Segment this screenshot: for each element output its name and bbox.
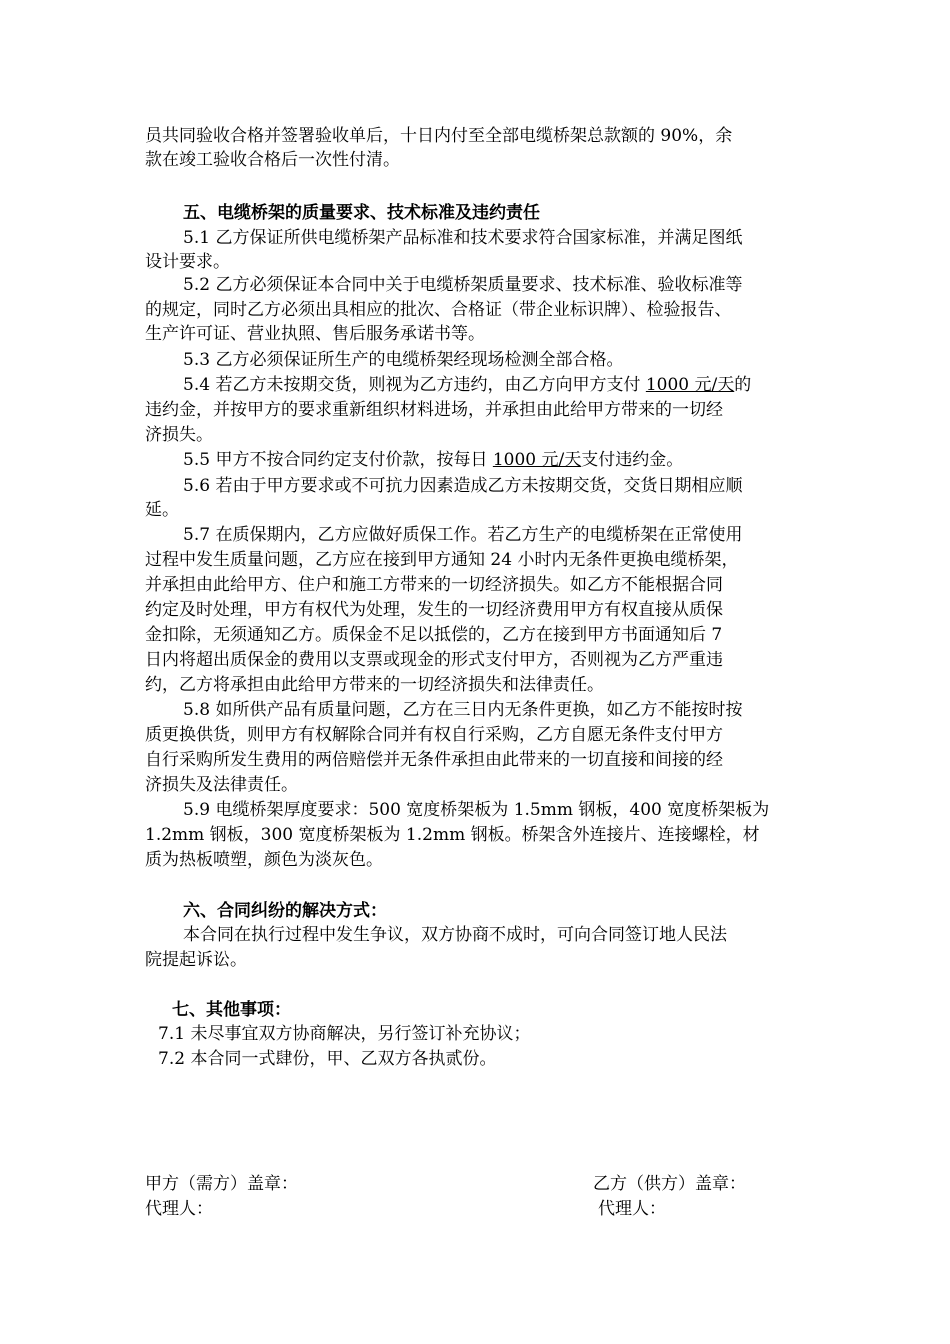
clause-5-7: 5.7 在质保期内，乙方应做好质保工作。若乙方生产的电缆桥架在正常使用 bbox=[183, 525, 743, 545]
clause-5-9: 1.2mm 钢板，300 宽度桥架板为 1.2mm 钢板。桥架含外连接片、连接螺栓，材 bbox=[145, 825, 760, 845]
section-6-text: 院提起诉讼。 bbox=[145, 950, 247, 970]
item-7-2: 7.2 本合同一式肆份，甲、乙双方各执贰份。 bbox=[158, 1049, 497, 1069]
clause-text: 的 bbox=[734, 375, 752, 395]
clause-text: 支付违约金。 bbox=[581, 450, 684, 470]
clause-5-7: 过程中发生质量问题，乙方应在接到甲方通知 24 小时内无条件更换电缆桥架， bbox=[145, 550, 739, 570]
clause-5-4 bbox=[183, 373, 751, 397]
item-7-1: 7.1 未尽事宜双方协商解决，另行签订补充协议； bbox=[158, 1024, 531, 1044]
penalty-amount: 1000 元/天 bbox=[492, 450, 582, 470]
clause-5-7: 约定及时处理，甲方有权代为处理，发生的一切经济费用甲方有权直接从质保 bbox=[145, 600, 723, 620]
clause-5-6: 5.6 若由于甲方要求或不可抗力因素造成乙方未按期交货，交货日期相应顺 bbox=[183, 476, 743, 496]
clause-5-8: 5.8 如所供产品有质量问题，乙方在三日内无条件更换，如乙方不能按时按 bbox=[183, 700, 743, 720]
section-6-text: 本合同在执行过程中发生争议，双方协商不成时，可向合同签订地人民法 bbox=[183, 925, 727, 945]
clause-5-9: 5.9 电缆桥架厚度要求：500 宽度桥架板为 1.5mm 钢板，400 宽度桥架板为 bbox=[183, 800, 770, 820]
clause-5-8: 自行采购所发生费用的两倍赔偿并无条件承担由此带来的一切直接和间接的经 bbox=[145, 750, 723, 770]
clause-5-8: 济损失及法律责任。 bbox=[145, 775, 298, 795]
clause-5-1: 设计要求。 bbox=[145, 252, 230, 272]
clause-5-4: 济损失。 bbox=[145, 425, 213, 445]
clause-5-2: 的规定，同时乙方必须出具相应的批次、合格证（带企业标识牌）、检验报告、 bbox=[145, 300, 732, 320]
clause-5-5 bbox=[183, 448, 683, 472]
clause-5-4: 违约金，并按甲方的要求重新组织材料进场，并承担由此给甲方带来的一切经 bbox=[145, 400, 723, 420]
clause-5-6: 延。 bbox=[145, 500, 179, 520]
clause-text: 5.4 若乙方未按期交货，则视为乙方违约，由乙方向甲方支付 bbox=[183, 375, 646, 395]
clause-5-3: 5.3 乙方必须保证所生产的电缆桥架经现场检测全部合格。 bbox=[183, 350, 624, 370]
clause-5-7: 金扣除，无须通知乙方。质保金不足以抵偿的，乙方在接到甲方书面通知后 7 bbox=[145, 625, 723, 645]
party-b-agent-label: 代理人： bbox=[598, 1199, 666, 1219]
party-a-seal-label: 甲方（需方）盖章： bbox=[145, 1174, 298, 1194]
penalty-amount: 1000 元/天 bbox=[645, 375, 735, 395]
party-b-seal-label: 乙方（供方）盖章： bbox=[593, 1174, 746, 1194]
intro-line: 员共同验收合格并签署验收单后，十日内付至全部电缆桥架总款额的 90%，余 bbox=[145, 126, 733, 146]
clause-5-8: 质更换供货，则甲方有权解除合同并有权自行采购，乙方自愿无条件支付甲方 bbox=[145, 725, 723, 745]
clause-text: 5.5 甲方不按合同约定支付价款，按每日 bbox=[183, 450, 493, 470]
clause-5-1: 5.1 乙方保证所供电缆桥架产品标准和技术要求符合国家标准，并满足图纸 bbox=[183, 228, 743, 248]
clause-5-2: 生产许可证、营业执照、售后服务承诺书等。 bbox=[145, 324, 485, 344]
party-a-agent-label: 代理人： bbox=[145, 1199, 213, 1219]
clause-5-9: 质为热板喷塑，颜色为淡灰色。 bbox=[145, 850, 383, 870]
section-6-title: 六、合同纠纷的解决方式： bbox=[183, 901, 387, 921]
section-5-title: 五、电缆桥架的质量要求、技术标准及违约责任 bbox=[183, 203, 540, 223]
clause-5-2: 5.2 乙方必须保证本合同中关于电缆桥架质量要求、技术标准、验收标准等 bbox=[183, 275, 743, 295]
section-7-title: 七、其他事项： bbox=[172, 1000, 291, 1020]
intro-line: 款在竣工验收合格后一次性付清。 bbox=[145, 150, 400, 170]
clause-5-7: 日内将超出质保金的费用以支票或现金的形式支付甲方，否则视为乙方严重违 bbox=[145, 650, 723, 670]
clause-5-7: 约，乙方将承担由此给甲方带来的一切经济损失和法律责任。 bbox=[145, 675, 604, 695]
clause-5-7: 并承担由此给甲方、住户和施工方带来的一切经济损失。如乙方不能根据合同 bbox=[145, 575, 723, 595]
